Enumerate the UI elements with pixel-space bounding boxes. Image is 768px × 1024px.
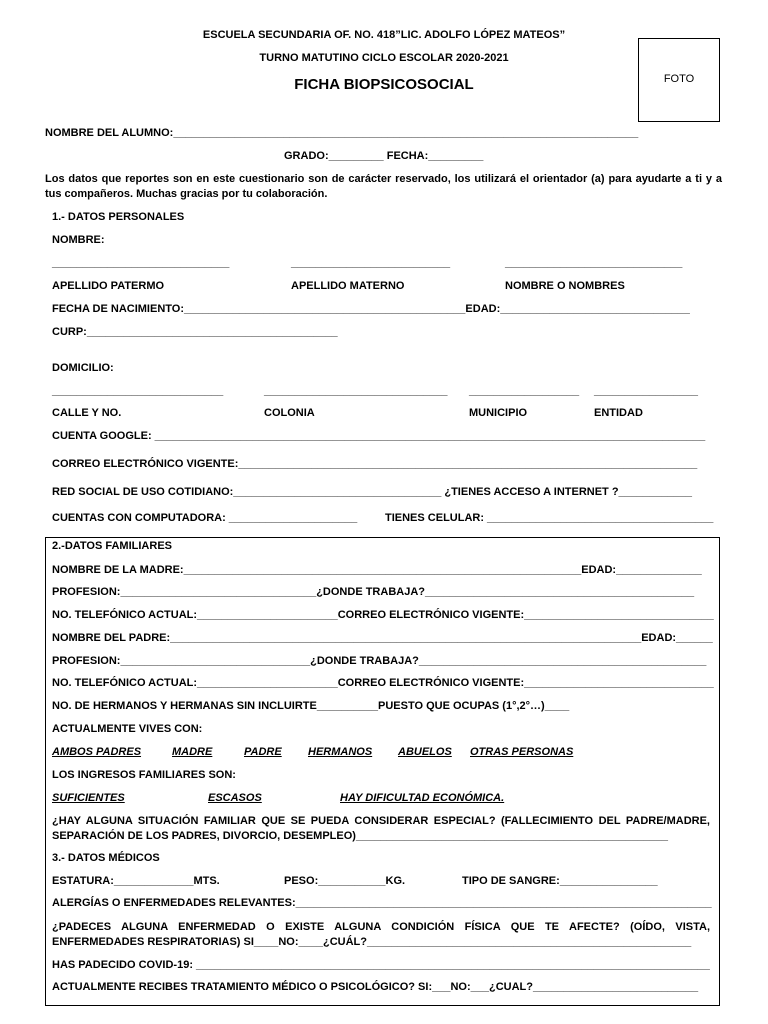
mother-name-field[interactable]: NOMBRE DE LA MADRE:_________________________________________________________________EDAD:______________ <box>52 564 702 576</box>
blood-type-field[interactable]: TIPO DE SANGRE:________________ <box>462 875 658 887</box>
photo-label: FOTO <box>663 73 695 85</box>
section2-title: 2.-DATOS FAMILIARES <box>52 540 172 552</box>
document-title: FICHA BIOPSICOSOCIAL <box>294 76 474 93</box>
given-names-blank[interactable]: _____________________________ <box>505 257 683 269</box>
surname-maternal-blank[interactable]: __________________________ <box>291 257 451 269</box>
weight-field[interactable]: PESO:___________KG. <box>284 875 406 887</box>
curp-field[interactable]: CURP:_________________________________________ <box>52 326 338 338</box>
income-sufficient[interactable]: SUFICIENTES <box>52 792 125 804</box>
income-label: LOS INGRESOS FAMILIARES SON: <box>52 769 236 781</box>
school-name: ESCUELA SECUNDARIA OF. NO. 418”LIC. ADOLFO LÓPEZ MATEOS” <box>202 29 566 41</box>
option-grandparents[interactable]: ABUELOS <box>398 746 452 758</box>
name-label: NOMBRE: <box>52 234 105 246</box>
colony-label: COLONIA <box>264 407 315 419</box>
social-network-field[interactable]: RED SOCIAL DE USO COTIDIANO:__________________________________ ¿TIENES ACCESO A INTERNET ?____________ <box>52 486 692 498</box>
condition-field[interactable]: ¿PADECES ALGUNA ENFERMEDAD O EXISTE ALGUNA CONDICIÓN FÍSICA QUE TE AFECTE? (OÍDO, VISTA, ENFERMEDADES RESPIRATORIAS) SI____NO:____¿CUÁL?_____________________________________________________ <box>52 921 710 948</box>
street-label: CALLE Y NO. <box>52 407 122 419</box>
school-shift: TURNO MATUTINO CICLO ESCOLAR 2020-2021 <box>259 52 509 64</box>
grade-date-field[interactable]: GRADO:_________ FECHA:_________ <box>284 150 484 162</box>
intro-paragraph: Los datos que reportes son en este cuestionario son de carácter reservado, los utilizará el orientador (a) para ayudarte a ti y a tus compañeros. Muchas gracias por tu colaboración. <box>45 173 722 200</box>
student-name-field[interactable]: NOMBRE DEL ALUMNO:____________________________________________________________________________ <box>45 127 639 139</box>
mother-phone-field[interactable]: NO. TELEFÓNICO ACTUAL:_______________________CORREO ELECTRÓNICO VIGENTE:_______________________________ <box>52 609 714 621</box>
email-field[interactable]: CORREO ELECTRÓNICO VIGENTE:___________________________________________________________________________ <box>52 458 698 470</box>
father-name-field[interactable]: NOMBRE DEL PADRE:_____________________________________________________________________________EDAD:______ <box>52 632 713 644</box>
income-scarce[interactable]: ESCASOS <box>208 792 262 804</box>
google-account-field[interactable]: CUENTA GOOGLE: __________________________________________________________________________________________ <box>52 430 706 442</box>
income-difficulty[interactable]: HAY DIFICULTAD ECONÓMICA. <box>340 792 505 804</box>
father-phone-field[interactable]: NO. TELEFÓNICO ACTUAL:_______________________CORREO ELECTRÓNICO VIGENTE:_______________________________ <box>52 677 714 689</box>
option-siblings[interactable]: HERMANOS <box>308 746 373 758</box>
state-label: ENTIDAD <box>594 407 643 419</box>
section3-title: 3.- DATOS MÉDICOS <box>52 852 160 864</box>
colony-blank[interactable]: ______________________________ <box>264 385 448 397</box>
option-mother[interactable]: MADRE <box>172 746 213 758</box>
computer-field[interactable]: CUENTAS CON COMPUTADORA: _____________________ <box>52 512 358 524</box>
siblings-field[interactable]: NO. DE HERMANOS Y HERMANAS SIN INCLUIRTE__________PUESTO QUE OCUPAS (1°,2°…)____ <box>52 700 570 712</box>
birthdate-age-field[interactable]: FECHA DE NACIMIENTO:______________________________________________EDAD:_______________________________ <box>52 303 690 315</box>
surname-paternal-blank[interactable]: _____________________________ <box>52 257 230 269</box>
lives-with-label: ACTUALMENTE VIVES CON: <box>52 723 203 735</box>
option-father[interactable]: PADRE <box>244 746 282 758</box>
allergies-field[interactable]: ALERGÍAS O ENFERMEDADES RELEVANTES:____________________________________________________________________ <box>52 897 712 909</box>
street-blank[interactable]: ____________________________ <box>52 385 224 397</box>
address-label: DOMICILIO: <box>52 362 114 374</box>
option-both-parents[interactable]: AMBOS PADRES <box>52 746 142 758</box>
special-situation-field[interactable]: ¿HAY ALGUNA SITUACIÓN FAMILIAR QUE SE PUEDA CONSIDERAR ESPECIAL? (FALLECIMIENTO DEL PADRE/MADRE, SEPARACIÓN DE LOS PADRES, DIVORCIO, DESEMPLEO)___________________________________________________ <box>52 815 710 842</box>
treatment-field[interactable]: ACTUALMENTE RECIBES TRATAMIENTO MÉDICO O PSICOLÓGICO? SI:___NO:___¿CUAL?___________________________ <box>52 981 699 993</box>
state-blank[interactable]: _________________ <box>594 385 699 397</box>
cellphone-field[interactable]: TIENES CELULAR: _____________________________________ <box>385 512 714 524</box>
municipality-label: MUNICIPIO <box>469 407 528 419</box>
option-other-people[interactable]: OTRAS PERSONAS <box>470 746 574 758</box>
height-field[interactable]: ESTATURA:_____________MTS. <box>52 875 220 887</box>
photo-box <box>638 38 720 122</box>
mother-job-field[interactable]: PROFESION:________________________________¿DONDE TRABAJA?____________________________________________ <box>52 586 695 598</box>
section1-title: 1.- DATOS PERSONALES <box>52 211 185 223</box>
surname-paternal-label: APELLIDO PATERMO <box>52 280 165 292</box>
given-names-label: NOMBRE O NOMBRES <box>505 280 625 292</box>
surname-maternal-label: APELLIDO MATERNO <box>291 280 405 292</box>
municipality-blank[interactable]: __________________ <box>469 385 580 397</box>
father-job-field[interactable]: PROFESION:_______________________________¿DONDE TRABAJA?_______________________________________________ <box>52 655 707 667</box>
covid-field[interactable]: HAS PADECIDO COVID-19: ____________________________________________________________________________________ <box>52 959 710 971</box>
